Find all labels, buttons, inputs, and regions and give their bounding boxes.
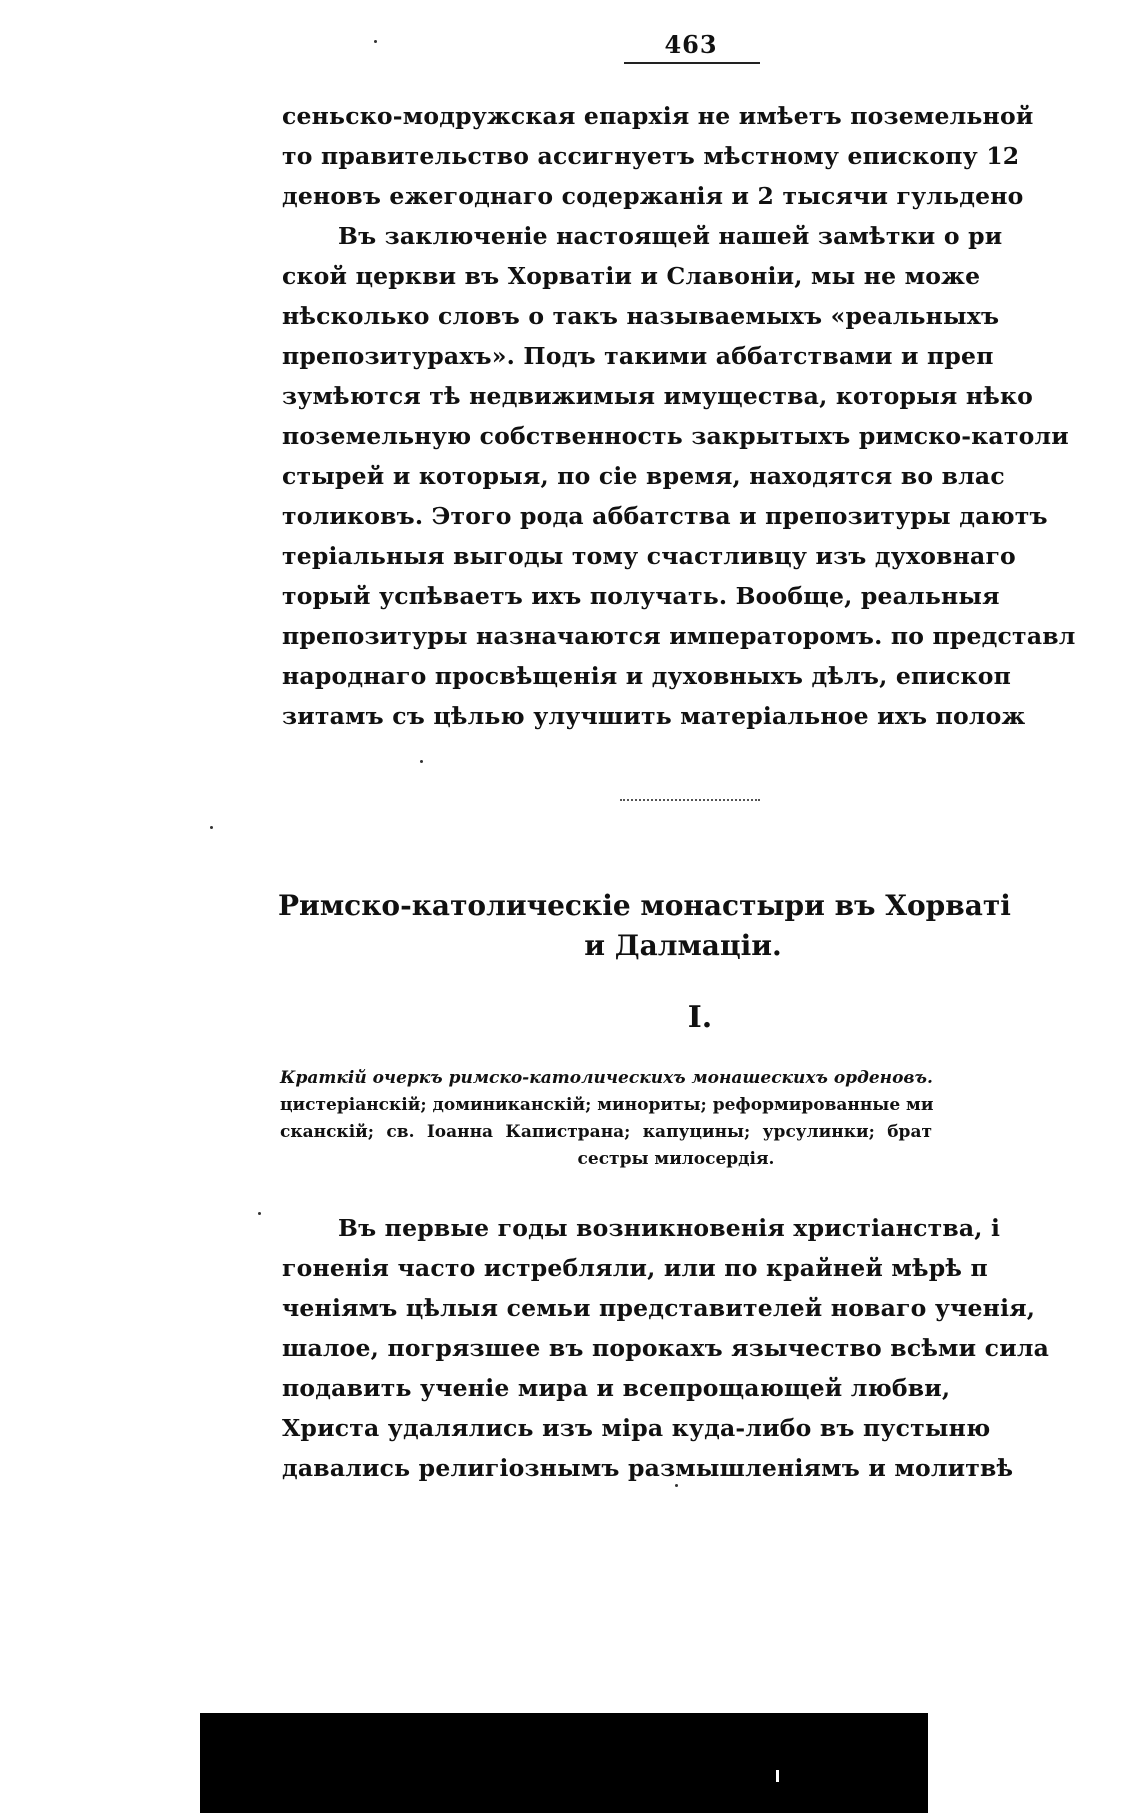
text-line: подавить ученіе мира и всепрощающей любви, <box>282 1374 951 1402</box>
summary-line: Краткій очеркъ римско-католическихъ монашескихъ орденовъ. <box>280 1068 933 1088</box>
summary-line: сканскій; св. Іоанна Капистрана; капуцины; урсулинки; брат <box>280 1122 932 1142</box>
scan-speck <box>210 826 213 829</box>
header-rule <box>624 62 760 64</box>
text-line: Въ первые годы возникновенія христіанства, і <box>338 1214 1001 1242</box>
section-heading-line-2: и Далмаціи. <box>584 929 782 962</box>
chapter-number: I. <box>687 1000 713 1035</box>
text-line: гоненія часто истребляли, или по крайней мѣрѣ п <box>282 1254 988 1282</box>
scan-speck <box>374 40 377 43</box>
text-line: стырей и которыя, по сіе время, находятся во влас <box>282 462 1005 490</box>
text-line: то правительство ассигнуетъ мѣстному епископу 12 <box>282 142 1020 170</box>
text-line: зитамъ съ цѣлью улучшить матеріальное ихъ полож <box>282 702 1026 730</box>
text-line: деновъ ежегоднаго содержанія и 2 тысячи гульдено <box>282 182 1024 210</box>
scan-speck <box>258 1212 261 1215</box>
text-line: Христа удалялись изъ міра куда-либо въ пустыню <box>282 1414 991 1442</box>
scan-mark <box>776 1770 779 1782</box>
text-line: зумѣются тѣ недвижимыя имущества, которыя нѣко <box>282 382 1034 410</box>
text-line: сеньско-модружская епархія не имѣетъ поземельной <box>282 102 1034 130</box>
section-heading-line-1: Римско-католическіе монастыри въ Хорваті <box>278 889 1011 922</box>
text-line: нѣсколько словъ о такъ называемыхъ «реальныхъ <box>282 302 1000 330</box>
section-separator <box>620 799 760 805</box>
text-line: препозитуры назначаются императоромъ. по представл <box>282 622 1076 650</box>
text-line: шалое, погрязшее въ порокахъ язычество всѣми сила <box>282 1334 1050 1362</box>
body-paragraph <box>282 1208 1050 1488</box>
chapter-summary <box>280 1065 932 1173</box>
text-line: торый успѣваетъ ихъ получать. Вообще, реальныя <box>282 582 1000 610</box>
page-number: 463 <box>664 30 718 59</box>
summary-line: цистеріанскій; доминиканскій; минориты; реформированные ми <box>280 1095 934 1115</box>
text-line: теріальныя выгоды тому счастливцу изъ духовнаго <box>282 542 1016 570</box>
summary-line: сестры милосердія. <box>577 1149 775 1169</box>
top-paragraph <box>282 96 1076 736</box>
scan-speck <box>420 760 423 763</box>
text-line: народнаго просвѣщенія и духовныхъ дѣлъ, епископ <box>282 662 1011 690</box>
text-line: давались религіознымъ размышленіямъ и молитвѣ <box>282 1454 1014 1482</box>
text-line: ченіямъ цѣлыя семьи представителей новаго ученія, <box>282 1294 1036 1322</box>
text-line: препозитурахъ». Подъ такими аббатствами и преп <box>282 342 994 370</box>
text-line: толиковъ. Этого рода аббатства и препозитуры даютъ <box>282 502 1048 530</box>
text-line: Въ заключеніе настоящей нашей замѣтки о ри <box>338 222 1003 250</box>
scan-speck <box>675 1484 678 1487</box>
text-line: ской церкви въ Хорватіи и Славоніи, мы не може <box>282 262 981 290</box>
text-line: поземельную собственность закрытыхъ римско-католи <box>282 422 1069 450</box>
scan-black-bar <box>200 1713 928 1813</box>
